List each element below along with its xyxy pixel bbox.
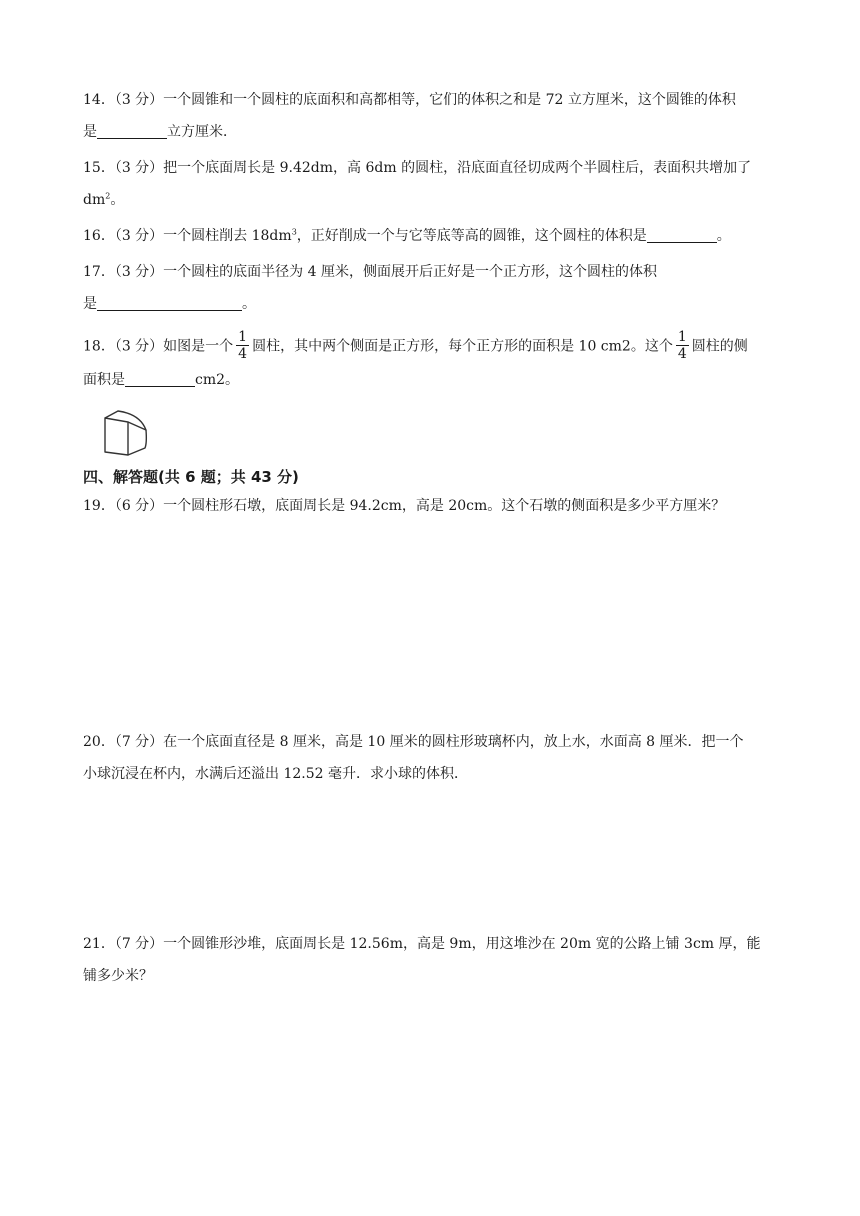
fraction-numerator: 1 [677, 329, 687, 345]
q17-prefix: 是 [83, 296, 97, 312]
q18-line1 [83, 330, 748, 363]
q15-suffix: 。 [110, 192, 125, 208]
q15-line1: 15．（3 分）把一个底面周长是 9.42dm，高 6dm 的圆柱，沿底面直径切成两个半圆柱后，表面积共增加了 [83, 160, 752, 176]
q21-line2: 铺多少米？ [83, 968, 153, 984]
q15-unit-sup: 2 [105, 191, 111, 201]
q14-suffix: 立方厘米． [167, 124, 237, 140]
q18-line2-suffix: cm2。 [195, 372, 240, 388]
q16-mid: ，正好削成一个与它等底等高的圆锥，这个圆柱的体积是 [296, 228, 647, 244]
q18-mid: 圆柱，其中两个侧面是正方形，每个正方形的面积是 10 cm2。这个 [252, 338, 673, 355]
q18-suffix: 圆柱的侧 [691, 338, 748, 355]
q17-line1: 17．（3 分）一个圆柱的底面半径为 4 厘米，侧面展开后正好是一个正方形，这个圆柱的体积 [83, 264, 657, 280]
q17-suffix: 。 [242, 296, 256, 312]
fraction-denominator: 4 [238, 346, 248, 362]
section-heading: 四、解答题(共 6 题；共 43 分) [83, 468, 299, 486]
front-square-face [105, 418, 128, 455]
top-quarter-face [105, 411, 146, 430]
q14-line1: 14．（3 分）一个圆锥和一个圆柱的底面积和高都相等，它们的体积之和是 72 立方厘米，这个圆锥的体积 [83, 92, 736, 108]
q16-line [83, 226, 731, 246]
q18-fraction-1 [236, 329, 249, 362]
fraction-denominator: 4 [677, 346, 687, 362]
q15-line2 [83, 190, 124, 210]
q16-prefix: 16．（3 分）一个圆柱削去 18dm [83, 228, 292, 244]
q16-answer-blank[interactable] [647, 227, 717, 243]
q21-line1: 21．（7 分）一个圆锥形沙堆，底面周长是 12.56m，高是 9m，用这堆沙在 20m 宽的公路上铺 3cm 厚，能 [83, 936, 761, 952]
q16-suffix: 。 [716, 228, 731, 244]
curved-side-face [128, 430, 146, 455]
q18-answer-blank[interactable] [125, 371, 195, 387]
q17-answer-blank[interactable] [97, 295, 242, 311]
q18-fraction-2 [676, 329, 689, 362]
q18-line2-prefix: 面积是 [83, 372, 125, 388]
q16-unit-sup: 3 [291, 227, 297, 237]
q17-line2 [83, 294, 256, 314]
q18-line2 [83, 370, 239, 390]
fraction-numerator: 1 [238, 329, 248, 345]
q15-unit: dm [83, 192, 106, 208]
q20-line1: 20．（7 分）在一个底面直径是 8 厘米，高是 10 厘米的圆柱形玻璃杯内，放上水，水面高 8 厘米．把一个 [83, 734, 744, 750]
quarter-cylinder-figure [100, 408, 154, 458]
q20-line2: 小球沉浸在杯内，水满后还溢出 12.52 毫升．求小球的体积． [83, 766, 468, 782]
q19-line: 19．（6 分）一个圆柱形石墩，底面周长是 94.2cm，高是 20cm。这个石墩的侧面积是多少平方厘米？ [83, 498, 726, 514]
q14-prefix: 是 [83, 124, 97, 140]
q14-answer-blank[interactable] [97, 123, 167, 139]
q18-prefix: 18．（3 分）如图是一个 [83, 338, 234, 355]
q14-line2 [83, 122, 237, 142]
